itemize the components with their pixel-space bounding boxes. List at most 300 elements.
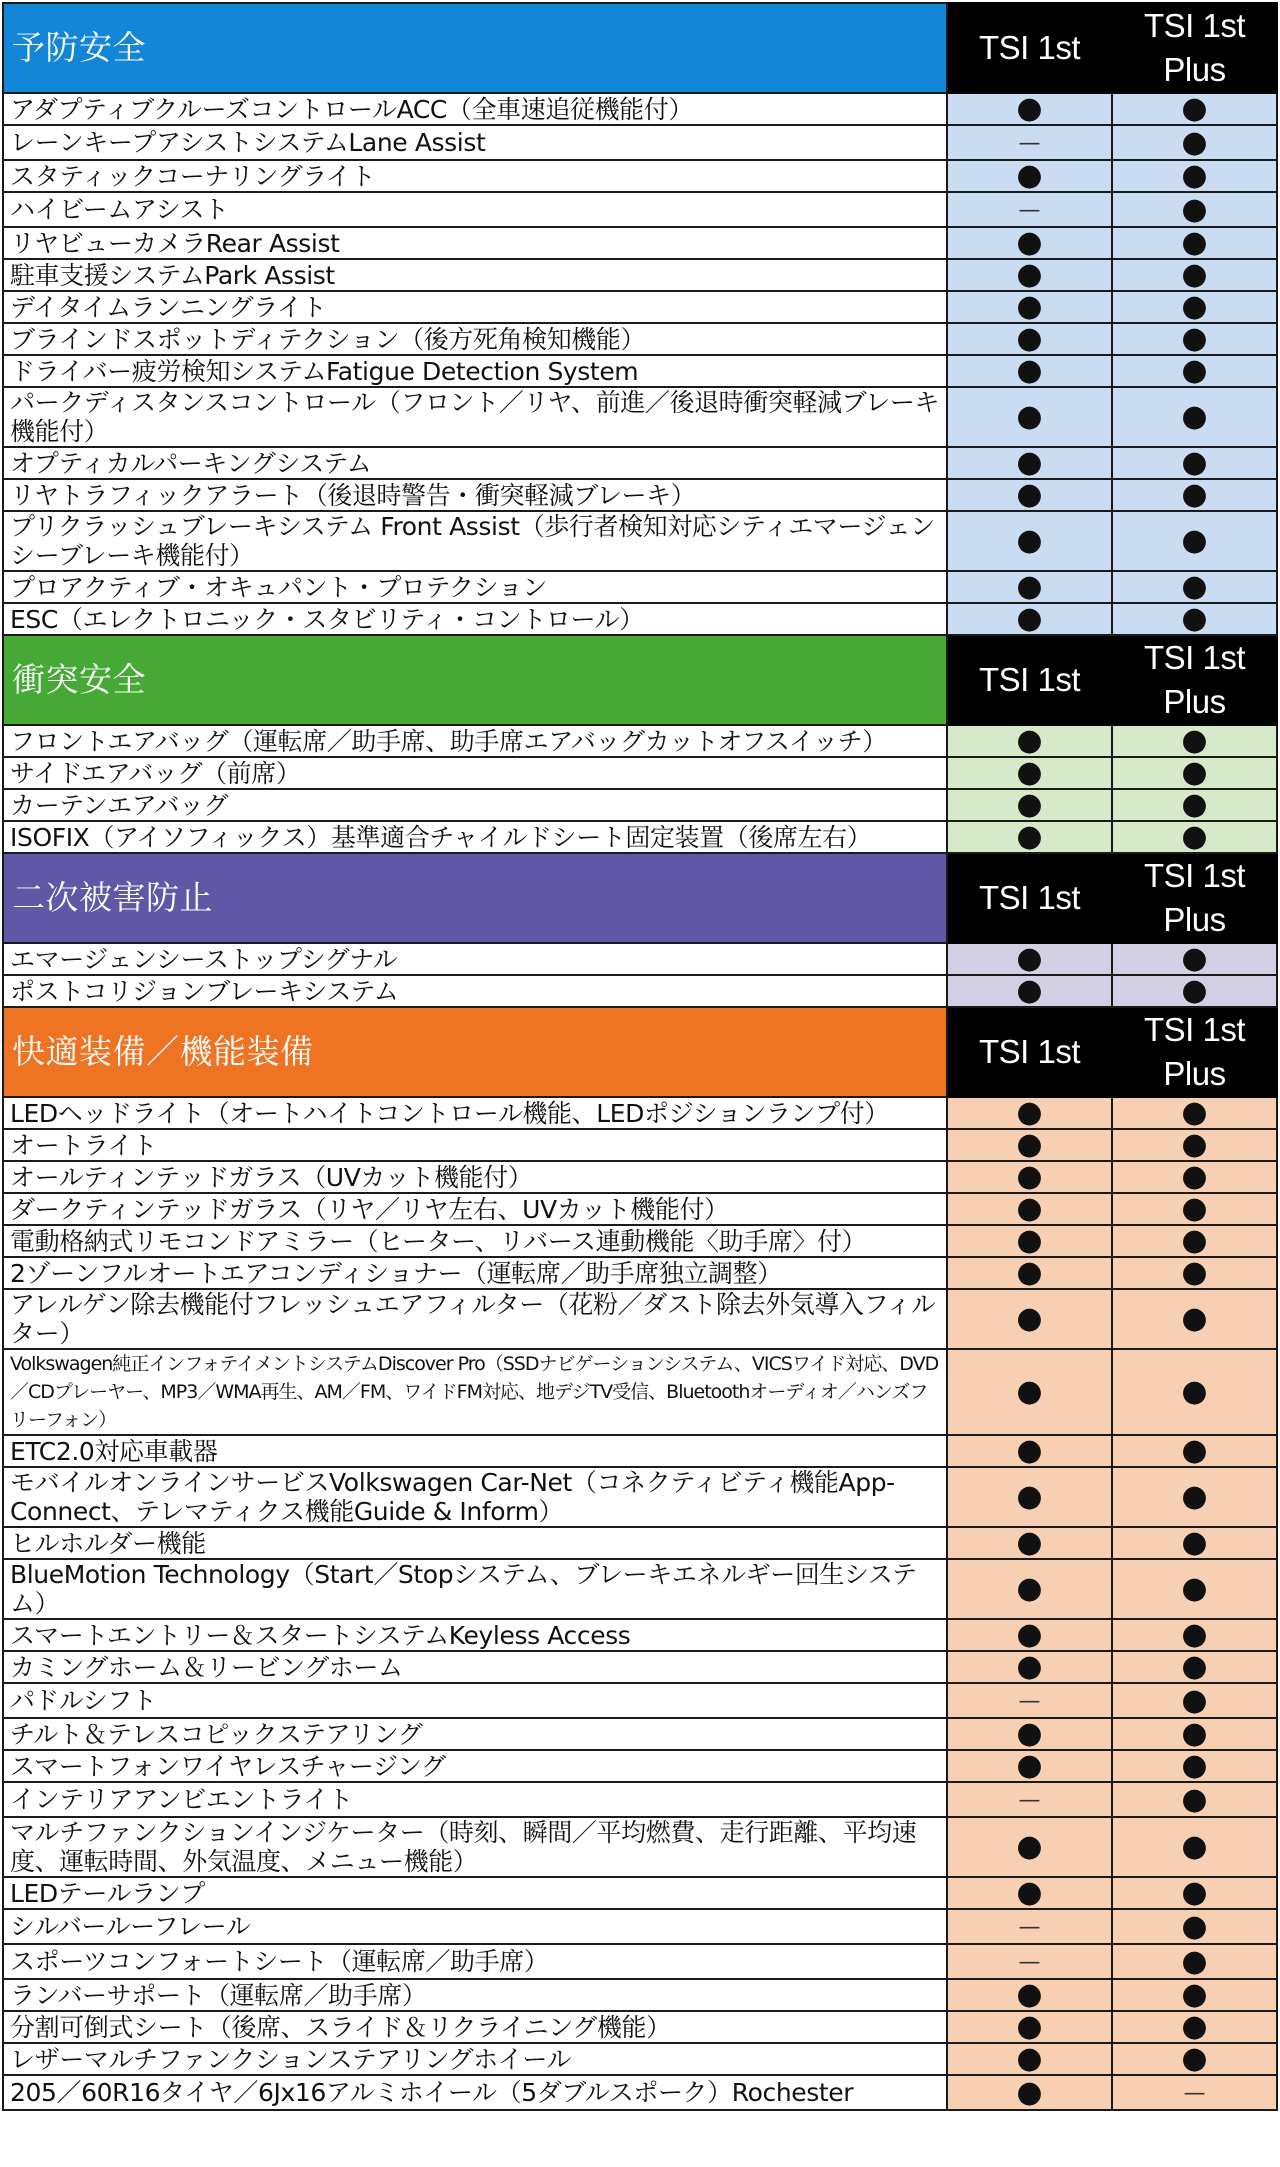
standard-equipment-dot bbox=[1112, 1527, 1277, 1559]
filled-circle-icon: ● bbox=[1016, 943, 1043, 975]
standard-equipment-dot bbox=[1112, 821, 1277, 853]
filled-circle-icon: ● bbox=[1016, 447, 1043, 479]
standard-equipment-dot bbox=[947, 2011, 1112, 2043]
feature-label: 電動格納式リモコンドアミラー（ヒーター、リバース連動機能〈助手席〉付） bbox=[3, 1225, 947, 1257]
feature-row bbox=[3, 511, 1277, 571]
filled-circle-icon: ● bbox=[1181, 1301, 1208, 1336]
filled-circle-icon: ● bbox=[1181, 1944, 1208, 1979]
standard-equipment-dot bbox=[1112, 447, 1277, 479]
filled-circle-icon: ● bbox=[1181, 1571, 1208, 1606]
filled-circle-icon: ● bbox=[1016, 1619, 1043, 1651]
standard-equipment-dot bbox=[947, 975, 1112, 1007]
dash-mark: — bbox=[1018, 1950, 1041, 1975]
filled-circle-icon: ● bbox=[1181, 1257, 1208, 1289]
feature-label: BlueMotion Technology（Start／Stopシステム、ブレーキエネルギー回生システム） bbox=[3, 1559, 947, 1619]
filled-circle-icon: ● bbox=[1016, 2011, 1043, 2043]
filled-circle-icon: ● bbox=[1181, 523, 1208, 558]
feature-row bbox=[3, 1877, 1277, 1909]
filled-circle-icon: ● bbox=[1016, 1097, 1043, 1129]
standard-equipment-dot bbox=[1112, 571, 1277, 603]
standard-equipment-dot bbox=[1112, 387, 1277, 447]
section-title: 快適装備／機能装備 bbox=[3, 1007, 947, 1097]
feature-label: アダプティブクルーズコントロールACC（全車速追従機能付） bbox=[3, 93, 947, 125]
standard-equipment-dot bbox=[1112, 1651, 1277, 1683]
standard-equipment-dot bbox=[1112, 725, 1277, 757]
standard-equipment-dot bbox=[947, 447, 1112, 479]
standard-equipment-dot bbox=[947, 571, 1112, 603]
filled-circle-icon: ● bbox=[1016, 160, 1043, 192]
filled-circle-icon: ● bbox=[1181, 447, 1208, 479]
standard-equipment-dot bbox=[1112, 227, 1277, 259]
section-title: 衝突安全 bbox=[3, 635, 947, 725]
feature-row bbox=[3, 1817, 1277, 1877]
feature-label: インテリアアンビエントライト bbox=[3, 1782, 947, 1817]
grade-header-tsi-1st-plus: TSI 1st Plus bbox=[1112, 3, 1277, 93]
feature-label: オールティンテッドガラス（UVカット機能付） bbox=[3, 1161, 947, 1193]
feature-label: シルバールーフレール bbox=[3, 1909, 947, 1944]
not-available-dash bbox=[947, 1944, 1112, 1979]
filled-circle-icon: ● bbox=[1181, 975, 1208, 1007]
filled-circle-icon: ● bbox=[1016, 523, 1043, 558]
standard-equipment-dot bbox=[1112, 1129, 1277, 1161]
standard-equipment-dot bbox=[947, 603, 1112, 635]
filled-circle-icon: ● bbox=[1016, 1651, 1043, 1683]
feature-row bbox=[3, 821, 1277, 853]
standard-equipment-dot bbox=[1112, 2011, 1277, 2043]
section-header-shoutotsu-anzen bbox=[3, 635, 1277, 725]
feature-label: エマージェンシーストップシグナル bbox=[3, 943, 947, 975]
feature-label: ランバーサポート（運転席／助手席） bbox=[3, 1979, 947, 2011]
feature-label: スタティックコーナリングライト bbox=[3, 160, 947, 192]
feature-row bbox=[3, 757, 1277, 789]
standard-equipment-dot bbox=[947, 1467, 1112, 1527]
grade-header-tsi-1st: TSI 1st bbox=[947, 635, 1112, 725]
standard-equipment-dot bbox=[947, 1750, 1112, 1782]
filled-circle-icon: ● bbox=[1181, 1782, 1208, 1817]
grade-header-tsi-1st: TSI 1st bbox=[947, 853, 1112, 943]
feature-label: 分割可倒式シート（後席、スライド＆リクライニング機能） bbox=[3, 2011, 947, 2043]
feature-row bbox=[3, 1944, 1277, 1979]
filled-circle-icon: ● bbox=[1181, 1829, 1208, 1864]
not-available-dash bbox=[947, 1909, 1112, 1944]
feature-row bbox=[3, 447, 1277, 479]
filled-circle-icon: ● bbox=[1181, 1097, 1208, 1129]
feature-row bbox=[3, 1435, 1277, 1467]
feature-row bbox=[3, 1619, 1277, 1651]
grade-header-tsi-1st-plus: TSI 1st Plus bbox=[1112, 635, 1277, 725]
feature-row bbox=[3, 1651, 1277, 1683]
standard-equipment-dot bbox=[1112, 2043, 1277, 2075]
feature-label: レザーマルチファンクションステアリングホイール bbox=[3, 2043, 947, 2075]
feature-row bbox=[3, 259, 1277, 291]
standard-equipment-dot bbox=[1112, 1161, 1277, 1193]
standard-equipment-dot bbox=[947, 1559, 1112, 1619]
feature-row bbox=[3, 323, 1277, 355]
standard-equipment-dot bbox=[947, 1527, 1112, 1559]
filled-circle-icon: ● bbox=[1181, 1193, 1208, 1225]
filled-circle-icon: ● bbox=[1016, 2075, 1043, 2110]
grade-header-tsi-1st: TSI 1st bbox=[947, 3, 1112, 93]
filled-circle-icon: ● bbox=[1181, 1718, 1208, 1750]
filled-circle-icon: ● bbox=[1181, 192, 1208, 227]
filled-circle-icon: ● bbox=[1016, 725, 1043, 757]
filled-circle-icon: ● bbox=[1016, 1301, 1043, 1336]
feature-row bbox=[3, 227, 1277, 259]
feature-label: スマートフォンワイヤレスチャージング bbox=[3, 1750, 947, 1782]
feature-row bbox=[3, 1161, 1277, 1193]
standard-equipment-dot bbox=[947, 355, 1112, 387]
grade-header-tsi-1st: TSI 1st bbox=[947, 1007, 1112, 1097]
standard-equipment-dot bbox=[947, 1161, 1112, 1193]
filled-circle-icon: ● bbox=[1181, 2043, 1208, 2075]
filled-circle-icon: ● bbox=[1016, 757, 1043, 789]
filled-circle-icon: ● bbox=[1016, 291, 1043, 323]
feature-row bbox=[3, 1718, 1277, 1750]
dash-mark: — bbox=[1018, 198, 1041, 223]
filled-circle-icon: ● bbox=[1181, 93, 1208, 125]
feature-row bbox=[3, 1782, 1277, 1817]
standard-equipment-dot bbox=[947, 2075, 1112, 2110]
filled-circle-icon: ● bbox=[1181, 1479, 1208, 1514]
feature-row bbox=[3, 1559, 1277, 1619]
dash-mark: — bbox=[1018, 1689, 1041, 1714]
feature-label: LEDヘッドライト（オートハイトコントロール機能、LEDポジションランプ付） bbox=[3, 1097, 947, 1129]
filled-circle-icon: ● bbox=[1181, 1877, 1208, 1909]
standard-equipment-dot bbox=[947, 479, 1112, 511]
dash-mark: — bbox=[1183, 2081, 1206, 2106]
feature-label: ドライバー疲労検知システムFatigue Detection System bbox=[3, 355, 947, 387]
feature-row bbox=[3, 975, 1277, 1007]
feature-label: 駐車支援システムPark Assist bbox=[3, 259, 947, 291]
feature-row bbox=[3, 1257, 1277, 1289]
filled-circle-icon: ● bbox=[1181, 757, 1208, 789]
filled-circle-icon: ● bbox=[1181, 943, 1208, 975]
standard-equipment-dot bbox=[1112, 1718, 1277, 1750]
standard-equipment-dot bbox=[1112, 511, 1277, 571]
standard-equipment-dot bbox=[947, 943, 1112, 975]
standard-equipment-dot bbox=[947, 1718, 1112, 1750]
filled-circle-icon: ● bbox=[1181, 1909, 1208, 1944]
filled-circle-icon: ● bbox=[1181, 821, 1208, 853]
feature-row bbox=[3, 1909, 1277, 1944]
filled-circle-icon: ● bbox=[1016, 355, 1043, 387]
filled-circle-icon: ● bbox=[1016, 789, 1043, 821]
feature-row bbox=[3, 160, 1277, 192]
standard-equipment-dot bbox=[1112, 943, 1277, 975]
filled-circle-icon: ● bbox=[1016, 227, 1043, 259]
standard-equipment-dot bbox=[1112, 603, 1277, 635]
standard-equipment-dot bbox=[947, 1349, 1112, 1435]
filled-circle-icon: ● bbox=[1016, 571, 1043, 603]
section-header-yobou-anzen bbox=[3, 3, 1277, 93]
not-available-dash bbox=[947, 1683, 1112, 1718]
standard-equipment-dot bbox=[1112, 1683, 1277, 1718]
filled-circle-icon: ● bbox=[1181, 259, 1208, 291]
not-available-dash bbox=[947, 125, 1112, 160]
filled-circle-icon: ● bbox=[1016, 1571, 1043, 1606]
feature-row bbox=[3, 789, 1277, 821]
feature-row bbox=[3, 1193, 1277, 1225]
standard-equipment-dot bbox=[947, 93, 1112, 125]
standard-equipment-dot bbox=[1112, 1979, 1277, 2011]
filled-circle-icon: ● bbox=[1181, 1979, 1208, 2011]
filled-circle-icon: ● bbox=[1016, 259, 1043, 291]
filled-circle-icon: ● bbox=[1016, 2043, 1043, 2075]
section-title: 予防安全 bbox=[3, 3, 947, 93]
standard-equipment-dot bbox=[947, 1193, 1112, 1225]
filled-circle-icon: ● bbox=[1181, 323, 1208, 355]
dash-mark: — bbox=[1018, 131, 1041, 156]
feature-row bbox=[3, 943, 1277, 975]
standard-equipment-dot bbox=[947, 1817, 1112, 1877]
filled-circle-icon: ● bbox=[1181, 571, 1208, 603]
filled-circle-icon: ● bbox=[1016, 1479, 1043, 1514]
feature-label: フロントエアバッグ（運転席／助手席、助手席エアバッグカットオフスイッチ） bbox=[3, 725, 947, 757]
standard-equipment-dot bbox=[1112, 1909, 1277, 1944]
feature-label: LEDテールランプ bbox=[3, 1877, 947, 1909]
standard-equipment-dot bbox=[1112, 192, 1277, 227]
grade-header-tsi-1st-plus: TSI 1st Plus bbox=[1112, 1007, 1277, 1097]
feature-label: オートライト bbox=[3, 1129, 947, 1161]
filled-circle-icon: ● bbox=[1016, 1750, 1043, 1782]
filled-circle-icon: ● bbox=[1016, 1225, 1043, 1257]
standard-equipment-dot bbox=[947, 725, 1112, 757]
section-header-niji-higai-boushi bbox=[3, 853, 1277, 943]
standard-equipment-dot bbox=[947, 1225, 1112, 1257]
feature-row bbox=[3, 1467, 1277, 1527]
standard-equipment-dot bbox=[947, 1651, 1112, 1683]
feature-row bbox=[3, 1129, 1277, 1161]
feature-row bbox=[3, 2075, 1277, 2110]
feature-label: リヤビューカメラRear Assist bbox=[3, 227, 947, 259]
feature-row bbox=[3, 2043, 1277, 2075]
feature-label: モバイルオンラインサービスVolkswagen Car-Net（コネクティビティ機能App-Connect、テレマティクス機能Guide & Inform） bbox=[3, 1467, 947, 1527]
standard-equipment-dot bbox=[947, 1877, 1112, 1909]
feature-label: リヤトラフィックアラート（後退時警告・衝突軽減ブレーキ） bbox=[3, 479, 947, 511]
feature-row bbox=[3, 1289, 1277, 1349]
standard-equipment-dot bbox=[947, 160, 1112, 192]
filled-circle-icon: ● bbox=[1181, 725, 1208, 757]
feature-label: スマートエントリー＆スタートシステムKeyless Access bbox=[3, 1619, 947, 1651]
filled-circle-icon: ● bbox=[1016, 1877, 1043, 1909]
standard-equipment-dot bbox=[1112, 1193, 1277, 1225]
filled-circle-icon: ● bbox=[1181, 479, 1208, 511]
section-title: 二次被害防止 bbox=[3, 853, 947, 943]
filled-circle-icon: ● bbox=[1181, 125, 1208, 160]
feature-label: マルチファンクションインジケーター（時刻、瞬間／平均燃費、走行距離、平均速度、運転時間、外気温度、メニュー機能） bbox=[3, 1817, 947, 1877]
filled-circle-icon: ● bbox=[1181, 291, 1208, 323]
filled-circle-icon: ● bbox=[1016, 821, 1043, 853]
standard-equipment-dot bbox=[1112, 1817, 1277, 1877]
standard-equipment-dot bbox=[1112, 1467, 1277, 1527]
feature-label: プロアクティブ・オキュパント・プロテクション bbox=[3, 571, 947, 603]
standard-equipment-dot bbox=[1112, 1944, 1277, 1979]
feature-label: ヒルホルダー機能 bbox=[3, 1527, 947, 1559]
filled-circle-icon: ● bbox=[1016, 1829, 1043, 1864]
filled-circle-icon: ● bbox=[1016, 1374, 1043, 1409]
filled-circle-icon: ● bbox=[1016, 1718, 1043, 1750]
standard-equipment-dot bbox=[947, 821, 1112, 853]
feature-row bbox=[3, 1225, 1277, 1257]
standard-equipment-dot bbox=[1112, 125, 1277, 160]
standard-equipment-dot bbox=[1112, 1782, 1277, 1817]
filled-circle-icon: ● bbox=[1181, 1683, 1208, 1718]
feature-label: チルト＆テレスコピックステアリング bbox=[3, 1718, 947, 1750]
standard-equipment-dot bbox=[1112, 479, 1277, 511]
equipment-table bbox=[2, 2, 1276, 2111]
standard-equipment-dot bbox=[1112, 93, 1277, 125]
feature-row bbox=[3, 1527, 1277, 1559]
filled-circle-icon: ● bbox=[1016, 1193, 1043, 1225]
filled-circle-icon: ● bbox=[1016, 1435, 1043, 1467]
standard-equipment-dot bbox=[947, 387, 1112, 447]
filled-circle-icon: ● bbox=[1016, 975, 1043, 1007]
not-available-dash bbox=[947, 192, 1112, 227]
filled-circle-icon: ● bbox=[1181, 1161, 1208, 1193]
feature-row bbox=[3, 125, 1277, 160]
filled-circle-icon: ● bbox=[1016, 1161, 1043, 1193]
feature-row bbox=[3, 291, 1277, 323]
filled-circle-icon: ● bbox=[1181, 355, 1208, 387]
standard-equipment-dot bbox=[1112, 1559, 1277, 1619]
filled-circle-icon: ● bbox=[1181, 1374, 1208, 1409]
feature-label: デイタイムランニングライト bbox=[3, 291, 947, 323]
feature-label: オプティカルパーキングシステム bbox=[3, 447, 947, 479]
filled-circle-icon: ● bbox=[1181, 2011, 1208, 2043]
filled-circle-icon: ● bbox=[1181, 1225, 1208, 1257]
feature-label: Volkswagen純正インフォテイメントシステムDiscover Pro（SSDナビゲーションシステム、VICSワイド対応、DVD／CDプレーヤー、MP3／WMA再生、AM／FM、ワイドFM対応、地デジTV受信、Bluetoothオーディオ／ハンズフリーフォン） bbox=[3, 1349, 947, 1435]
standard-equipment-dot bbox=[947, 1097, 1112, 1129]
standard-equipment-dot bbox=[1112, 1877, 1277, 1909]
feature-label: カミングホーム＆リービングホーム bbox=[3, 1651, 947, 1683]
feature-row bbox=[3, 571, 1277, 603]
filled-circle-icon: ● bbox=[1016, 399, 1043, 434]
standard-equipment-dot bbox=[1112, 1225, 1277, 1257]
standard-equipment-dot bbox=[947, 511, 1112, 571]
equipment-grid bbox=[2, 2, 1278, 2111]
feature-label: パークディスタンスコントロール（フロント／リヤ、前進／後退時衝突軽減ブレーキ機能付） bbox=[3, 387, 947, 447]
standard-equipment-dot bbox=[947, 259, 1112, 291]
standard-equipment-dot bbox=[1112, 1257, 1277, 1289]
standard-equipment-dot bbox=[947, 1435, 1112, 1467]
feature-label: ブラインドスポットディテクション（後方死角検知機能） bbox=[3, 323, 947, 355]
standard-equipment-dot bbox=[1112, 975, 1277, 1007]
feature-row bbox=[3, 479, 1277, 511]
standard-equipment-dot bbox=[947, 757, 1112, 789]
feature-label: ETC2.0対応車載器 bbox=[3, 1435, 947, 1467]
filled-circle-icon: ● bbox=[1016, 603, 1043, 635]
feature-row bbox=[3, 192, 1277, 227]
feature-row bbox=[3, 1750, 1277, 1782]
feature-label: ISOFIX（アイソフィックス）基準適合チャイルドシート固定装置（後席左右） bbox=[3, 821, 947, 853]
standard-equipment-dot bbox=[1112, 1750, 1277, 1782]
standard-equipment-dot bbox=[1112, 259, 1277, 291]
feature-label: 205／60R16タイヤ／6Jx16アルミホイール（5ダブルスポーク）Rochester bbox=[3, 2075, 947, 2110]
feature-label: パドルシフト bbox=[3, 1683, 947, 1718]
filled-circle-icon: ● bbox=[1181, 603, 1208, 635]
filled-circle-icon: ● bbox=[1181, 227, 1208, 259]
feature-label: ポストコリジョンブレーキシステム bbox=[3, 975, 947, 1007]
standard-equipment-dot bbox=[1112, 757, 1277, 789]
feature-row bbox=[3, 355, 1277, 387]
feature-row bbox=[3, 603, 1277, 635]
feature-label: サイドエアバッグ（前席） bbox=[3, 757, 947, 789]
feature-row bbox=[3, 2011, 1277, 2043]
standard-equipment-dot bbox=[947, 323, 1112, 355]
feature-row bbox=[3, 1349, 1277, 1435]
filled-circle-icon: ● bbox=[1181, 399, 1208, 434]
filled-circle-icon: ● bbox=[1181, 1750, 1208, 1782]
feature-row bbox=[3, 93, 1277, 125]
standard-equipment-dot bbox=[1112, 323, 1277, 355]
dash-mark: — bbox=[1018, 1915, 1041, 1940]
standard-equipment-dot bbox=[947, 1619, 1112, 1651]
feature-label: アレルゲン除去機能付フレッシュエアフィルター（花粉／ダスト除去外気導入フィルター） bbox=[3, 1289, 947, 1349]
standard-equipment-dot bbox=[947, 2043, 1112, 2075]
standard-equipment-dot bbox=[947, 1129, 1112, 1161]
filled-circle-icon: ● bbox=[1016, 1257, 1043, 1289]
feature-label: プリクラッシュブレーキシステム Front Assist（歩行者検知対応シティエマージェンシーブレーキ機能付） bbox=[3, 511, 947, 571]
filled-circle-icon: ● bbox=[1181, 160, 1208, 192]
standard-equipment-dot bbox=[1112, 789, 1277, 821]
grade-header-tsi-1st-plus: TSI 1st Plus bbox=[1112, 853, 1277, 943]
feature-label: スポーツコンフォートシート（運転席／助手席） bbox=[3, 1944, 947, 1979]
feature-row bbox=[3, 1097, 1277, 1129]
feature-label: ダークティンテッドガラス（リヤ／リヤ左右、UVカット機能付） bbox=[3, 1193, 947, 1225]
feature-label: ハイビームアシスト bbox=[3, 192, 947, 227]
filled-circle-icon: ● bbox=[1181, 789, 1208, 821]
filled-circle-icon: ● bbox=[1181, 1435, 1208, 1467]
dash-mark: — bbox=[1018, 1788, 1041, 1813]
standard-equipment-dot bbox=[1112, 355, 1277, 387]
filled-circle-icon: ● bbox=[1016, 1979, 1043, 2011]
standard-equipment-dot bbox=[1112, 1349, 1277, 1435]
standard-equipment-dot bbox=[947, 1257, 1112, 1289]
filled-circle-icon: ● bbox=[1016, 1129, 1043, 1161]
standard-equipment-dot bbox=[947, 291, 1112, 323]
standard-equipment-dot bbox=[1112, 160, 1277, 192]
filled-circle-icon: ● bbox=[1016, 479, 1043, 511]
filled-circle-icon: ● bbox=[1181, 1527, 1208, 1559]
not-available-dash bbox=[1112, 2075, 1277, 2110]
standard-equipment-dot bbox=[1112, 1435, 1277, 1467]
feature-label: カーテンエアバッグ bbox=[3, 789, 947, 821]
standard-equipment-dot bbox=[947, 1289, 1112, 1349]
feature-row bbox=[3, 1683, 1277, 1718]
filled-circle-icon: ● bbox=[1016, 93, 1043, 125]
feature-row bbox=[3, 1979, 1277, 2011]
feature-label: ESC（エレクトロニック・スタビリティ・コントロール） bbox=[3, 603, 947, 635]
feature-label: 2ゾーンフルオートエアコンディショナー（運転席／助手席独立調整） bbox=[3, 1257, 947, 1289]
standard-equipment-dot bbox=[1112, 1289, 1277, 1349]
feature-row bbox=[3, 725, 1277, 757]
standard-equipment-dot bbox=[947, 227, 1112, 259]
filled-circle-icon: ● bbox=[1016, 323, 1043, 355]
not-available-dash bbox=[947, 1782, 1112, 1817]
filled-circle-icon: ● bbox=[1181, 1129, 1208, 1161]
filled-circle-icon: ● bbox=[1181, 1619, 1208, 1651]
section-header-kaiteki-kinou-soubi bbox=[3, 1007, 1277, 1097]
feature-row bbox=[3, 387, 1277, 447]
filled-circle-icon: ● bbox=[1181, 1651, 1208, 1683]
standard-equipment-dot bbox=[1112, 1619, 1277, 1651]
standard-equipment-dot bbox=[1112, 291, 1277, 323]
standard-equipment-dot bbox=[1112, 1097, 1277, 1129]
filled-circle-icon: ● bbox=[1016, 1527, 1043, 1559]
standard-equipment-dot bbox=[947, 789, 1112, 821]
standard-equipment-dot bbox=[947, 1979, 1112, 2011]
feature-label: レーンキープアシストシステムLane Assist bbox=[3, 125, 947, 160]
